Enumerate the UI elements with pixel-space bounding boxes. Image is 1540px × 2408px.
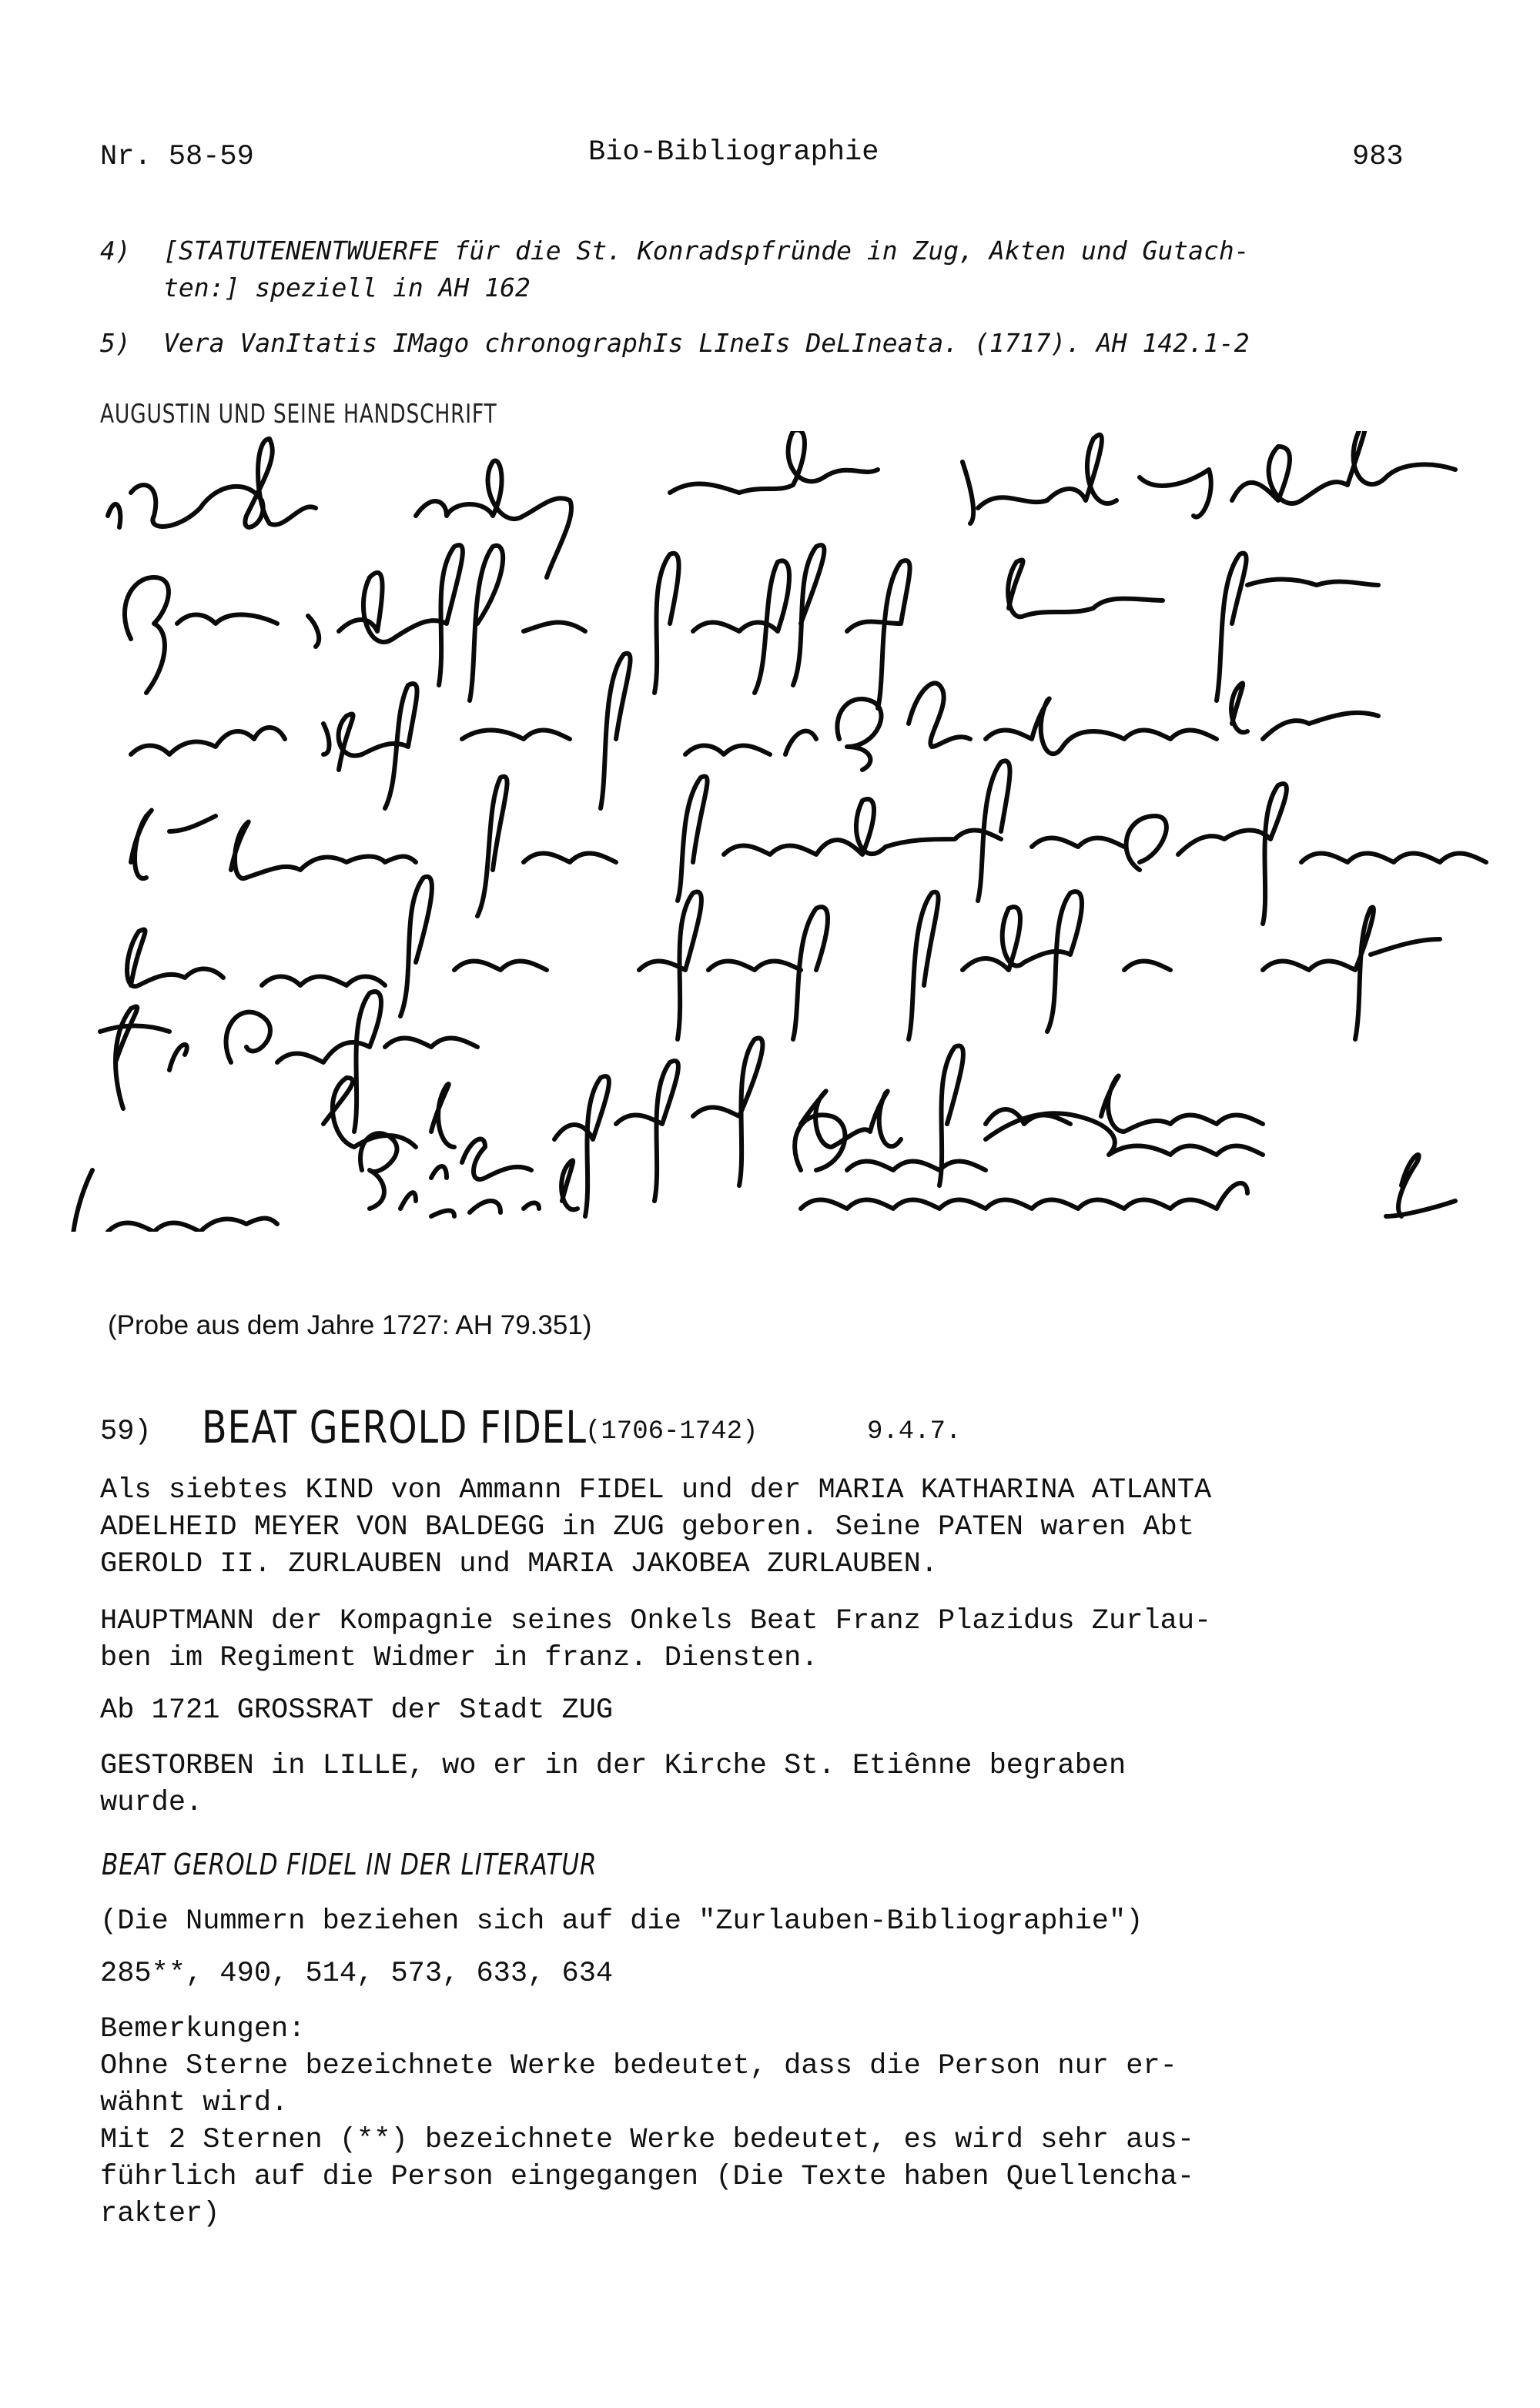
handwriting-caption: (Probe aus dem Jahre 1727: AH 79.351) — [108, 1310, 592, 1340]
entry-code: 9.4.7. — [867, 1417, 962, 1446]
entry-4-number: 4) — [100, 236, 131, 266]
entry-para-3: Ab 1721 GROSSRAT der Stadt ZUG — [100, 1694, 614, 1727]
entry-4-line-2: ten:] speziell in AH 162 — [163, 273, 531, 303]
literature-note: (Die Nummern beziehen sich auf die "Zurlauben-Bibliographie") — [100, 1905, 1143, 1938]
literature-references: 285**, 490, 514, 573, 633, 634 — [100, 1958, 614, 1990]
entry-para-2-line-1: HAUPTMANN der Kompagnie seines Onkels Beat Franz Plazidus Zurlau- — [100, 1605, 1212, 1637]
header-page-number: 983 — [1352, 141, 1404, 173]
entry-para-1-line-3: GEROLD II. ZURLAUBEN und MARIA JAKOBEA ZURLAUBEN. — [100, 1548, 938, 1580]
entry-4-line-1: [STATUTENENTWUERFE für die St. Konradspfründe in Zug, Akten und Gutach- — [163, 236, 1250, 266]
entry-5-number: 5) — [100, 328, 131, 358]
remarks-line-6: rakter) — [100, 2198, 220, 2230]
header-number: Nr. 58-59 — [100, 141, 254, 173]
remarks-line-3: wähnt wird. — [100, 2087, 289, 2119]
handwriting-sample-image — [0, 431, 1540, 1232]
entry-dates: (1706-1742) — [585, 1417, 758, 1446]
remarks-line-1: Bemerkungen: — [100, 2013, 306, 2045]
entry-para-1-line-2: ADELHEID MEYER VON BALDEGG in ZUG geboren. Seine PATEN waren Abt — [100, 1511, 1195, 1543]
entry-5-line-1: Vera VanItatis IMago chronographIs LIneIs DeLIneata. (1717). AH 142.1-2 — [163, 328, 1250, 358]
entry-number: 59) — [100, 1416, 152, 1448]
literature-heading: BEAT GEROLD FIDEL IN DER LITERATUR — [102, 1848, 598, 1881]
entry-para-4-line-1: GESTORBEN in LILLE, wo er in der Kirche St. Etiênne begraben — [100, 1750, 1127, 1782]
entry-name: BEAT GEROLD FIDEL — [202, 1401, 587, 1453]
remarks-line-2: Ohne Sterne bezeichnete Werke bedeutet, dass die Person nur er- — [100, 2050, 1177, 2082]
entry-para-1-line-1: Als siebtes KIND von Ammann FIDEL und der MARIA KATHARINA ATLANTA — [100, 1474, 1212, 1507]
remarks-line-4: Mit 2 Sternen (**) bezeichnete Werke bedeutet, es wird sehr aus- — [100, 2124, 1195, 2156]
header-title: Bio-Bibliographie — [588, 136, 879, 169]
entry-para-2-line-2: ben im Regiment Widmer in franz. Diensten. — [100, 1642, 819, 1674]
remarks-line-5: führlich auf die Person eingegangen (Die Texte haben Quellencha- — [100, 2161, 1195, 2193]
entry-para-4-line-2: wurde. — [100, 1787, 203, 1819]
handwriting-heading: AUGUSTIN UND SEINE HANDSCHRIFT — [100, 399, 497, 430]
